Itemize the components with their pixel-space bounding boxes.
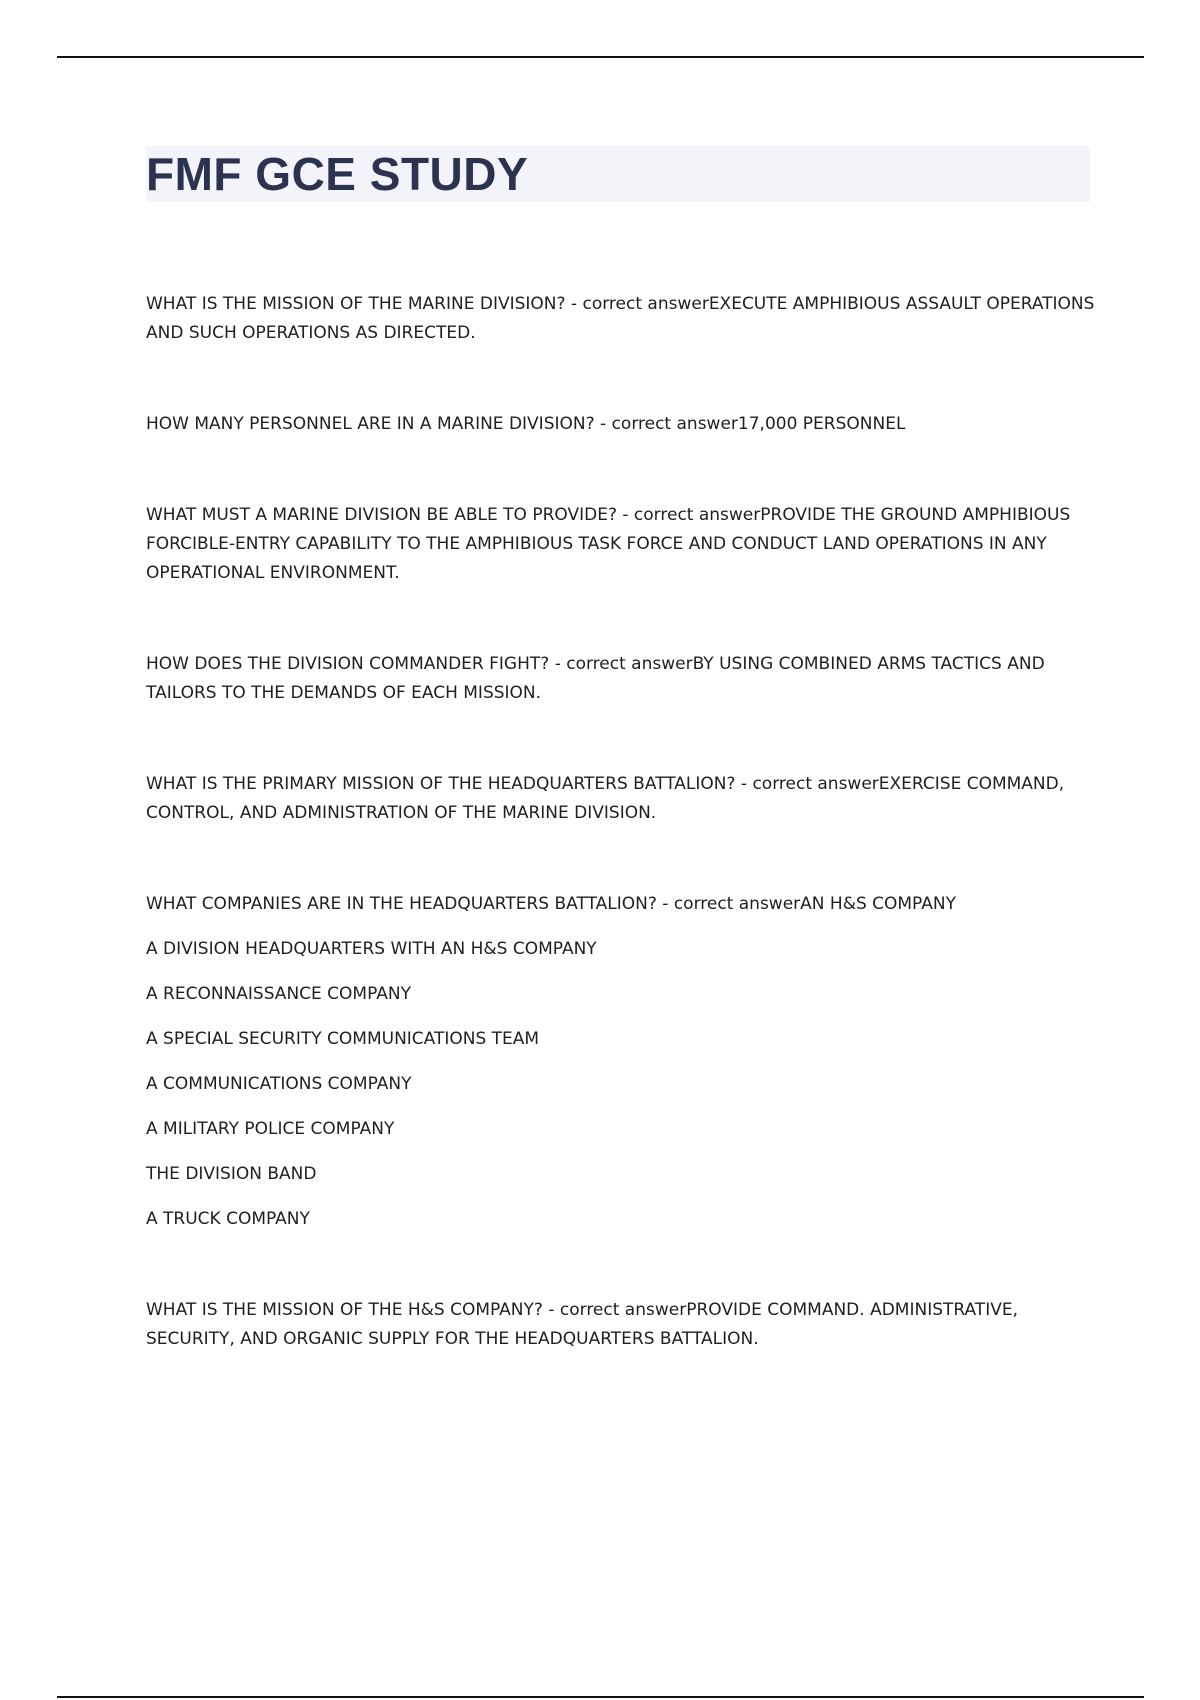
qa-item-4	[146, 650, 1096, 708]
qa-text	[146, 650, 1096, 708]
qa-item-1	[146, 290, 1096, 348]
answer-text: BY USING COMBINED ARMS TACTICS AND TAILORS TO THE DEMANDS OF EACH MISSION.	[146, 654, 1045, 703]
qa-text	[146, 770, 1096, 828]
answer-text: 17,000 PERSONNEL	[737, 414, 906, 434]
answer-separator: - correct answer	[735, 774, 879, 794]
answer-text: PROVIDE COMMAND. ADMINISTRATIVE, SECURITY, AND ORGANIC SUPPLY FOR THE HEADQUARTERS BATTALION.	[146, 1300, 1018, 1349]
question-text: WHAT IS THE MISSION OF THE MARINE DIVISION?	[146, 294, 566, 314]
document-title: FMF GCE STUDY	[146, 148, 529, 200]
answer-text: EXERCISE COMMAND, CONTROL, AND ADMINISTRATION OF THE MARINE DIVISION.	[146, 774, 1065, 823]
answer-list-item: A DIVISION HEADQUARTERS WITH AN H&S COMPANY	[146, 939, 597, 959]
answer-list-item: A TRUCK COMPANY	[146, 1209, 310, 1229]
qa-text	[146, 410, 1096, 439]
answer-text: PROVIDE THE GROUND AMPHIBIOUS FORCIBLE-ENTRY CAPABILITY TO THE AMPHIBIOUS TASK FORCE AND CONDUCT LAND OPERATIONS IN ANY OPERATIONAL ENVIRONMENT.	[146, 505, 1071, 583]
qa-item-7	[146, 1296, 1096, 1354]
answer-separator: - correct answer	[594, 414, 738, 434]
answer-list-item: A MILITARY POLICE COMPANY	[146, 1119, 395, 1139]
qa-text	[146, 501, 1096, 588]
answer-separator: - correct answer	[656, 894, 801, 914]
answer-list-item: A SPECIAL SECURITY COMMUNICATIONS TEAM	[146, 1029, 540, 1049]
answer-list-item: A RECONNAISSANCE COMPANY	[146, 984, 411, 1004]
qa-text	[146, 290, 1096, 348]
qa-list	[146, 290, 1096, 1416]
answer-text: EXECUTE AMPHIBIOUS ASSAULT OPERATIONS AND SUCH OPERATIONS AS DIRECTED.	[146, 294, 1095, 343]
bottom-divider	[57, 1696, 1144, 1698]
answer-list-item: THE DIVISION BAND	[146, 1164, 317, 1184]
answer-separator: - correct answer	[565, 294, 709, 314]
question-text: HOW DOES THE DIVISION COMMANDER FIGHT?	[146, 654, 550, 674]
answer-text: AN H&S COMPANY	[800, 894, 956, 914]
question-text: WHAT IS THE MISSION OF THE H&S COMPANY?	[146, 1300, 543, 1320]
answer-separator: - correct answer	[542, 1300, 687, 1320]
qa-item-2	[146, 410, 1096, 439]
qa-item-6	[146, 890, 1096, 1234]
qa-item-5	[146, 770, 1096, 828]
answer-separator: - correct answer	[616, 505, 761, 525]
question-text: HOW MANY PERSONNEL ARE IN A MARINE DIVISION?	[146, 414, 595, 434]
qa-item-3	[146, 501, 1096, 588]
qa-text	[146, 1296, 1096, 1354]
answer-separator: - correct answer	[549, 654, 693, 674]
qa-text	[146, 890, 1096, 919]
question-text: WHAT COMPANIES ARE IN THE HEADQUARTERS BATTALION?	[146, 894, 657, 914]
top-divider	[57, 56, 1144, 58]
question-text: WHAT IS THE PRIMARY MISSION OF THE HEADQUARTERS BATTALION?	[146, 774, 736, 794]
question-text: WHAT MUST A MARINE DIVISION BE ABLE TO PROVIDE?	[146, 505, 617, 525]
answer-list-item: A COMMUNICATIONS COMPANY	[146, 1074, 412, 1094]
